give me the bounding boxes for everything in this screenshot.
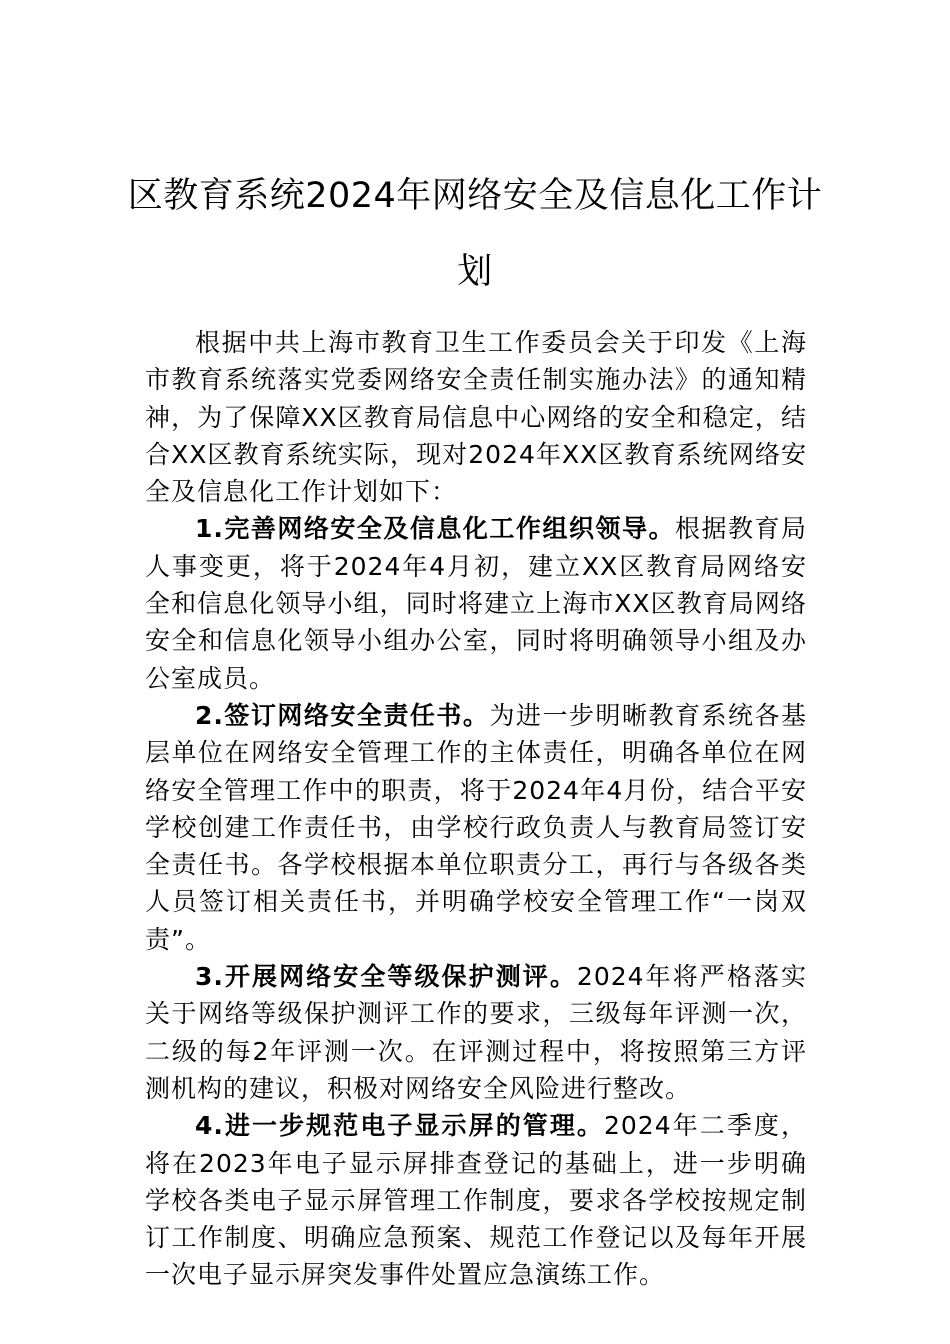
section-text-3: 2024年将严格落实关于网络等级保护测评工作的要求，三级每年评测一次，二级的每2年评测一次。在评测过程中，将按照第三方评测机构的建议，积极对网络安全风险进行整改。 [145, 962, 807, 1103]
section-heading-3: 3.开展网络安全等级保护测评。 [195, 962, 577, 992]
section-text-4: 2024年二季度，将在2023年电子显示屏排查登记的基础上，进一步明确学校各类电子显示屏管理工作制度，要求各学校按规定制订工作制度、明确应急预案、规范工作登记以及每年开展一次电子显示屏突发事件处置应急演练工作。 [145, 1111, 807, 1290]
section-paragraph-2 [145, 697, 807, 958]
document-title: 区教育系统2024年网络安全及信息化工作计划 [127, 176, 823, 292]
intro-paragraph: 根据中共上海市教育卫生工作委员会关于印发《上海市教育系统落实党委网络安全责任制实施办法》的通知精神，为了保障XX区教育局信息中心网络的安全和稳定，结合XX区教育系统实际，现对2024年XX区教育系统网络安全及信息化工作计划如下： [145, 328, 807, 507]
section-text-2: 为进一步明晰教育系统各基层单位在网络安全管理工作的主体责任，明确各单位在网络安全管理工作中的职责，将于2024年4月份，结合平安学校创建工作责任书，由学校行政负责人与教育局签订安全责任书。各学校根据本单位职责分工，再行与各级各类人员签订相关责任书，并明确学校安全管理工作“一岗双责”。 [145, 700, 807, 954]
section-paragraph-1 [145, 510, 807, 696]
section-text-1: 根据教育局人事变更，将于2024年4月初，建立XX区教育局网络安全和信息化领导小组，同时将建立上海市XX区教育局网络安全和信息化领导小组办公室，同时将明确领导小组及办公室成员。 [145, 514, 807, 693]
section-heading-4: 4.进一步规范电子显示屏的管理。 [195, 1111, 604, 1141]
section-heading-2: 2.签订网络安全责任书。 [195, 700, 490, 730]
document-body [145, 324, 807, 1294]
section-paragraph-4 [145, 1107, 807, 1293]
section-paragraph-3 [145, 958, 807, 1107]
section-heading-1: 1.完善网络安全及信息化工作组织领导。 [195, 514, 675, 544]
